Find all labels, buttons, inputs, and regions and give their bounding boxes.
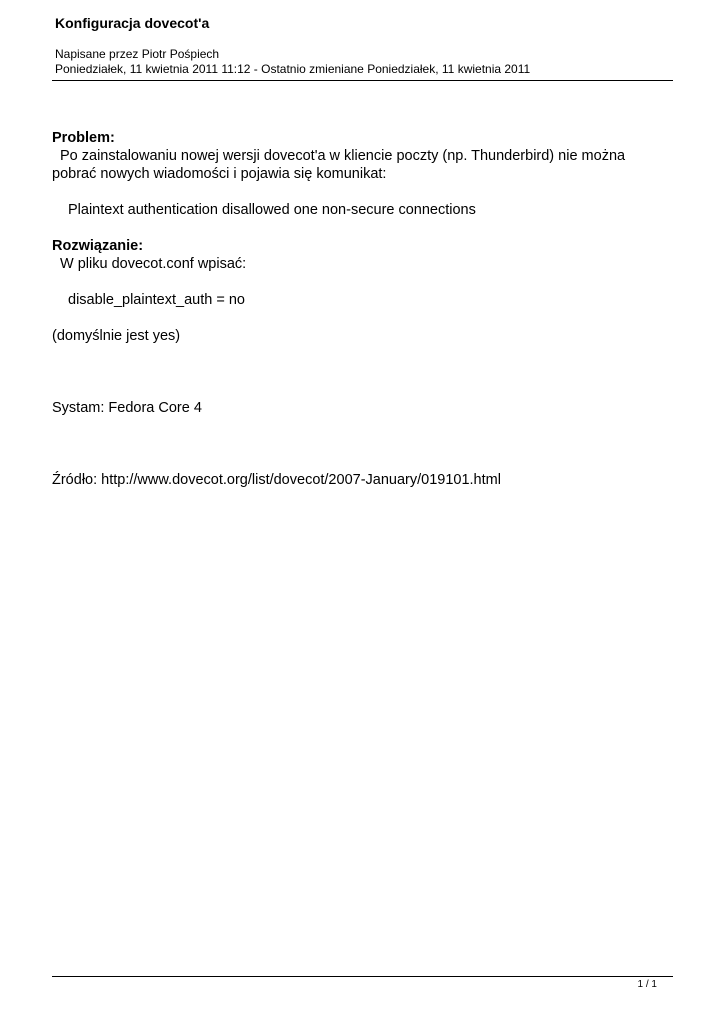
author-line: Napisane przez Piotr Pośpiech <box>55 47 220 61</box>
page-number: 1 / 1 <box>637 979 657 990</box>
date-line: Poniedziałek, 11 kwietnia 2011 11:12 - Ostatnio zmieniane Poniedziałek, 11 kwietnia 2011 <box>55 62 531 76</box>
problem-text-line-2: pobrać nowych wiadomości i pojawia się komunikat: <box>52 166 387 182</box>
footer-divider <box>52 976 673 977</box>
default-note: (domyślnie jest yes) <box>52 328 181 344</box>
problem-heading: Problem: <box>52 130 115 146</box>
error-message: Plaintext authentication disallowed one non-secure connections <box>68 202 476 218</box>
system-info: Systam: Fedora Core 4 <box>52 400 202 416</box>
article-meta <box>55 47 530 77</box>
solution-text: W pliku dovecot.conf wpisać: <box>60 256 247 272</box>
config-line: disable_plaintext_auth = no <box>68 292 245 308</box>
page-title: Konfiguracja dovecot'a <box>55 15 210 31</box>
article-body <box>52 129 652 489</box>
header-divider <box>52 80 673 81</box>
source-link: Źródło: http://www.dovecot.org/list/dovecot/2007-January/019101.html <box>52 472 501 488</box>
problem-text-line-1: Po zainstalowaniu nowej wersji dovecot'a w kliencie poczty (np. Thunderbird) nie można <box>60 148 626 164</box>
solution-heading: Rozwiązanie: <box>52 238 144 254</box>
